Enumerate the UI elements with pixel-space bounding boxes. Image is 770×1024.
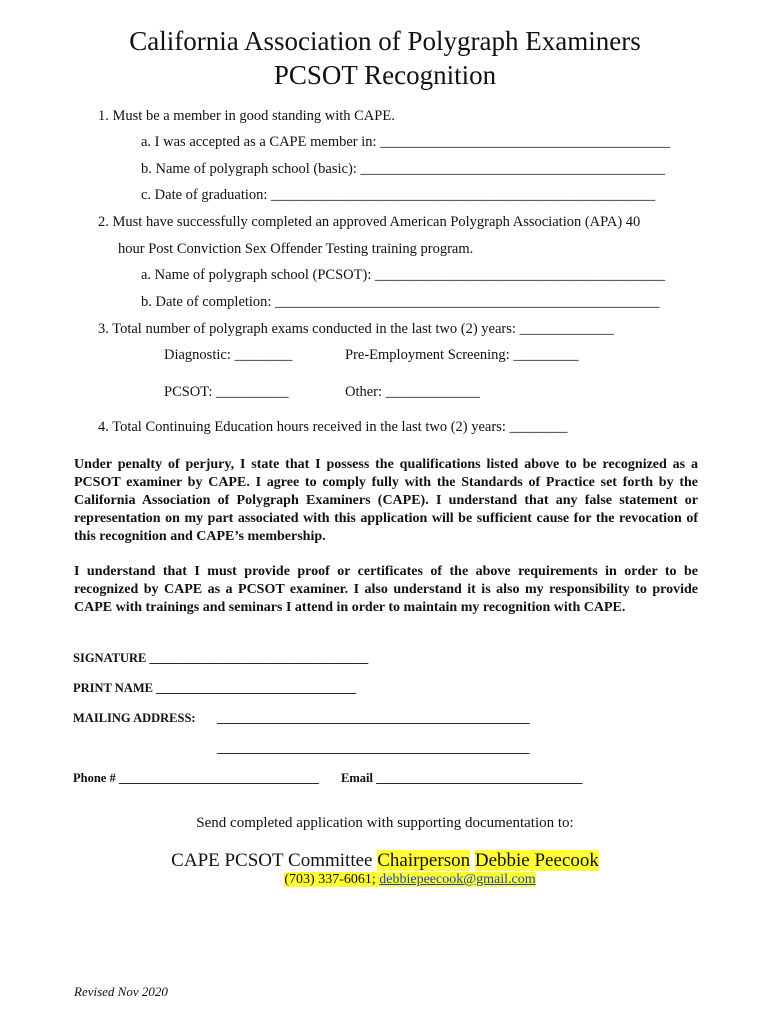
contact-line xyxy=(0,872,770,888)
send-instructions: Send completed application with supporting documentation to: xyxy=(196,815,574,831)
perjury-statement: Under penalty of perjury, I state that I possess the qualifications listed above to be recognized as a PCSOT examiner by CAPE. I agree to comply fully with the Standards of Practice set forth by the California Association of Polygraph Examiners (CAPE). I understand that any false statement or representation on my part associated with this application will be sufficient cause for the revocation of this recognition and CAPE’s membership. xyxy=(74,457,698,544)
item-3-other-field[interactable]: Other: _____________ xyxy=(345,384,480,400)
chairperson-label: Chairperson xyxy=(377,850,471,871)
item-1c-graduation-field[interactable]: c. Date of graduation: _____________________________________________________ xyxy=(141,187,656,203)
proof-statement: I understand that I must provide proof or certificates of the above requirements in order to be recognized by CAPE as a PCSOT examiner. I also understand it is also my responsibility to provide CAPE with trainings and seminars I attend in order to maintain my recognition with CAPE. xyxy=(74,564,698,615)
contact-phone: (703) 337-6061; xyxy=(284,872,376,887)
chairperson-name: Debbie Peecook xyxy=(474,850,599,871)
item-1a-member-since-field[interactable]: a. I was accepted as a CAPE member in: ________________________________________ xyxy=(141,134,671,150)
item-2-apa-training: 2. Must have successfully completed an approved American Polygraph Association (APA) 40 xyxy=(98,214,641,230)
form-title: California Association of Polygraph Examiners xyxy=(129,26,641,56)
item-3-diagnostic-field[interactable]: Diagnostic: ________ xyxy=(164,347,293,363)
item-2b-completion-date-field[interactable]: b. Date of completion: _____________________________________________________ xyxy=(141,294,660,310)
committee-contact xyxy=(0,850,770,872)
item-2a-pcsot-school-field[interactable]: a. Name of polygraph school (PCSOT): ________________________________________ xyxy=(141,267,665,283)
form-subtitle: PCSOT Recognition xyxy=(273,60,497,90)
mailing-address-line-1[interactable]: __________________________________________________ xyxy=(217,711,530,725)
mailing-address-line-2[interactable]: __________________________________________________ xyxy=(217,741,530,755)
revision-note: Revised Nov 2020 xyxy=(74,984,168,999)
signature-field[interactable]: SIGNATURE ___________________________________ xyxy=(73,651,369,665)
contact-email-link[interactable]: debbiepeecook@gmail.com xyxy=(379,872,536,887)
item-3-total-exams-field[interactable]: 3. Total number of polygraph exams conducted in the last two (2) years: _____________ xyxy=(98,321,614,337)
item-2-apa-training-cont: hour Post Conviction Sex Offender Testing training program. xyxy=(118,241,474,257)
phone-field[interactable]: Phone # ________________________________ xyxy=(73,771,319,785)
print-name-field[interactable]: PRINT NAME ________________________________ xyxy=(73,681,357,695)
item-1-membership: 1. Must be a member in good standing with CAPE. xyxy=(98,108,395,124)
item-3-pcsot-field[interactable]: PCSOT: __________ xyxy=(164,384,289,400)
mailing-address-label: MAILING ADDRESS: xyxy=(73,711,196,725)
item-4-ce-hours-field[interactable]: 4. Total Continuing Education hours received in the last two (2) years: ________ xyxy=(98,419,568,435)
committee-name: CAPE PCSOT Committee xyxy=(171,850,373,871)
item-1b-school-field[interactable]: b. Name of polygraph school (basic): __________________________________________ xyxy=(141,161,665,177)
email-field[interactable]: Email _________________________________ xyxy=(341,771,583,785)
item-3-preemployment-field[interactable]: Pre-Employment Screening: _________ xyxy=(345,347,579,363)
